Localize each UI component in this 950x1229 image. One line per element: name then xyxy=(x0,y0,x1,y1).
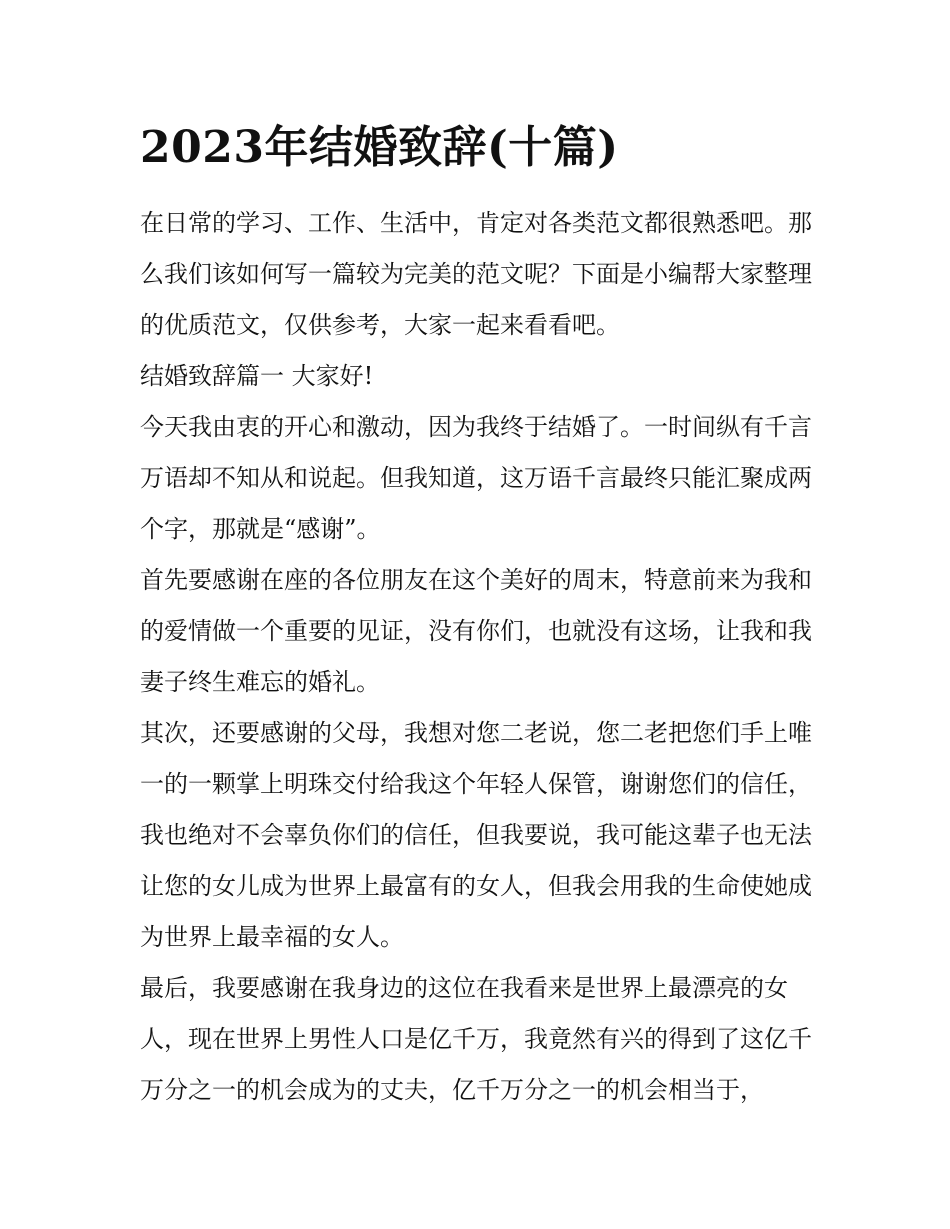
document-title: 2023年结婚致辞(十篇) xyxy=(140,122,619,173)
paragraph-thanks-friends: 首先要感谢在座的各位朋友在这个美好的周末，特意前来为我和的爱情做一个重要的见证，没有你们，也就没有这场，让我和我妻子终生难忘的婚礼。 xyxy=(140,566,812,696)
document-body xyxy=(140,198,812,1116)
paragraph-thanks-parents: 其次，还要感谢的父母，我想对您二老说，您二老把您们手上唯一的一颗掌上明珠交付给我这个年轻人保管，谢谢您们的信任，我也绝对不会辜负你们的信任，但我要说，我可能这辈子也无法让您的女儿成为世界上最富有的女人，但我会用我的生命使她成为世界上最幸福的女人。 xyxy=(140,719,812,951)
paragraph-intro: 在日常的学习、工作、生活中，肯定对各类范文都很熟悉吧。那么我们该如何写一篇较为完美的范文呢？下面是小编帮大家整理的优质范文，仅供参考，大家一起来看看吧。 xyxy=(140,209,812,339)
paragraph-thanks-wife: 最后，我要感谢在我身边的这位在我看来是世界上最漂亮的女人，现在世界上男性人口是亿千万，我竟然有兴的得到了这亿千万分之一的机会成为的丈夫，亿千万分之一的机会相当于， xyxy=(140,974,812,1104)
paragraph-section-heading: 结婚致辞篇一 大家好! xyxy=(140,362,374,390)
paragraph-opening: 今天我由衷的开心和激动，因为我终于结婚了。一时间纵有千言万语却不知从和说起。但我知道，这万语千言最终只能汇聚成两个字，那就是“感谢”。 xyxy=(140,413,812,543)
